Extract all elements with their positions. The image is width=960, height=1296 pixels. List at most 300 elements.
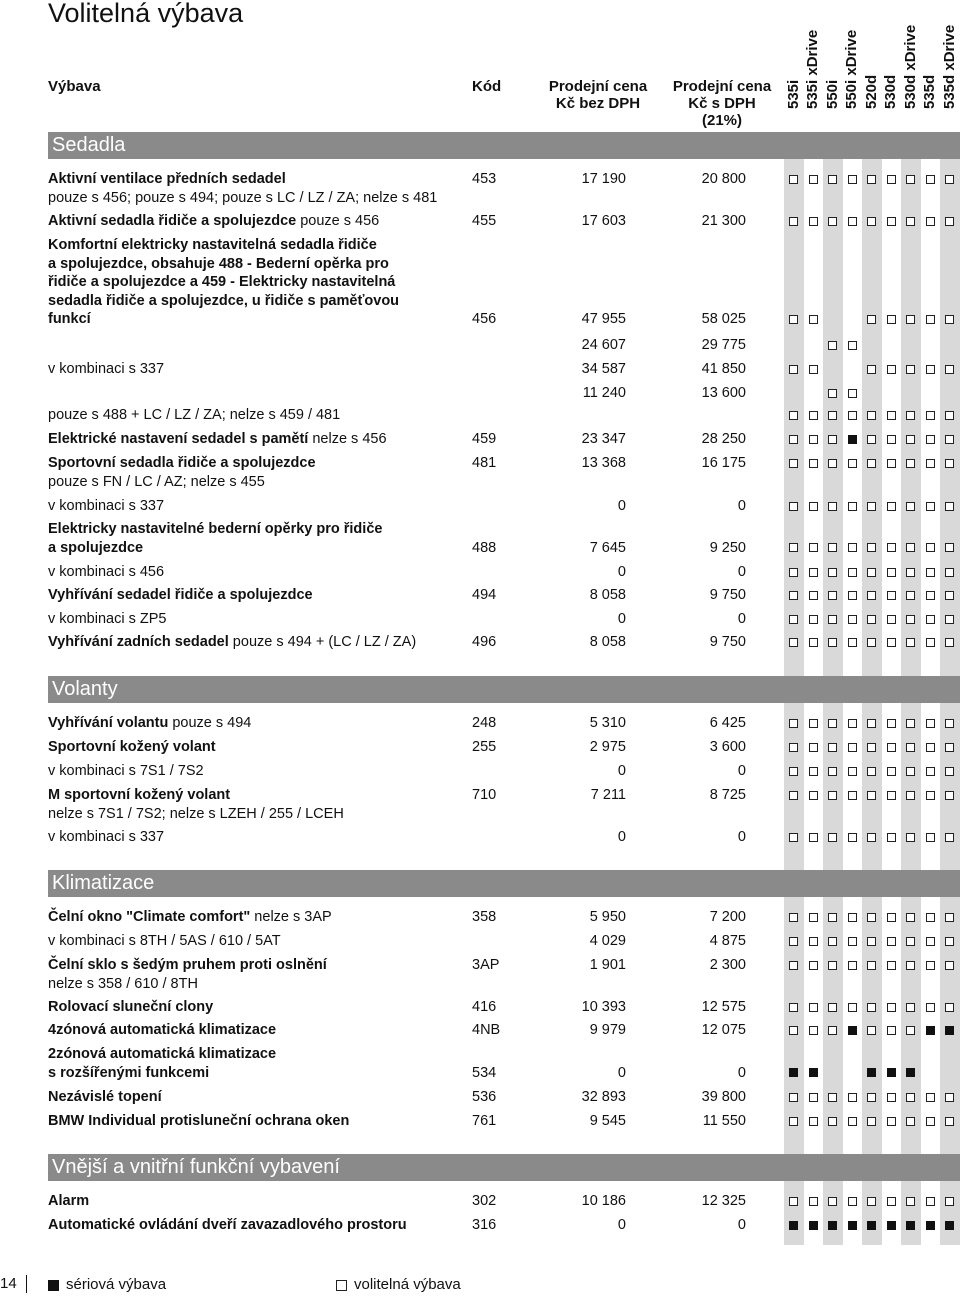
model-header-label: 520d — [862, 74, 880, 109]
row-description — [48, 1064, 468, 1083]
option-name: Elektricky nastavitelné bederní opěrky pro řidiče — [48, 521, 383, 537]
optional-mark — [867, 1093, 876, 1102]
optional-mark — [809, 217, 818, 226]
optional-mark — [789, 1003, 798, 1012]
price-vat: 0 — [737, 1064, 746, 1081]
optional-mark — [848, 791, 857, 800]
optional-mark — [945, 315, 954, 324]
price-vat: 39 800 — [701, 1089, 746, 1105]
optional-mark — [789, 591, 798, 600]
optional-mark — [887, 719, 896, 728]
row-description — [48, 762, 468, 781]
header-equipment: Výbava — [48, 78, 101, 95]
optional-mark — [926, 365, 935, 374]
optional-mark — [828, 1026, 837, 1035]
optional-mark — [867, 217, 876, 226]
price-net: 0 — [617, 611, 626, 627]
optional-mark — [828, 1093, 837, 1102]
serial-mark — [848, 435, 857, 444]
optional-mark — [906, 1003, 915, 1012]
optional-mark — [809, 435, 818, 444]
price-vat: 0 — [737, 763, 746, 779]
optional-mark — [867, 1197, 876, 1206]
optional-mark — [906, 435, 915, 444]
optional-mark — [867, 1026, 876, 1035]
optional-mark — [809, 791, 818, 800]
optional-mark — [906, 1197, 915, 1206]
optional-mark — [828, 435, 837, 444]
optional-mark — [828, 791, 837, 800]
option-name: Vyhřívání sedadel řidiče a spolujezdce — [48, 587, 313, 603]
option-code: 710 — [472, 787, 497, 803]
optional-mark — [848, 591, 857, 600]
row-description — [48, 1088, 468, 1107]
model-header-label: 530d — [882, 74, 900, 109]
model-header-label: 530d xDrive — [901, 24, 919, 109]
optional-mark — [867, 719, 876, 728]
optional-mark — [926, 591, 935, 600]
optional-mark — [887, 411, 896, 420]
section-header — [48, 1154, 960, 1181]
optional-mark — [789, 791, 798, 800]
optional-mark — [848, 615, 857, 624]
option-name: Nezávislé topení — [48, 1089, 162, 1105]
model-header — [804, 0, 824, 126]
optional-mark — [809, 615, 818, 624]
optional-mark — [828, 217, 837, 226]
option-code: 255 — [472, 739, 497, 755]
price-net: 0 — [617, 564, 626, 580]
model-header — [921, 0, 941, 126]
optional-legend-icon — [336, 1280, 347, 1291]
optional-mark — [906, 937, 915, 946]
optional-mark — [945, 961, 954, 970]
optional-mark — [945, 502, 954, 511]
row-description — [48, 473, 468, 492]
serial-mark — [789, 1221, 798, 1230]
model-header — [882, 0, 902, 126]
option-note: v kombinaci s 8TH / 5AS / 610 / 5AT — [48, 933, 281, 949]
option-name: Čelní sklo s šedým pruhem proti oslnění — [48, 957, 327, 973]
optional-mark — [809, 1003, 818, 1012]
optional-mark — [828, 961, 837, 970]
optional-mark — [887, 961, 896, 970]
option-name: Vyhřívání volantu — [48, 715, 169, 731]
option-name: Aktivní ventilace předních sedadel — [48, 171, 286, 187]
model-header — [823, 0, 843, 126]
optional-mark — [945, 435, 954, 444]
model-header — [862, 0, 882, 126]
option-name: funkcí — [48, 311, 91, 328]
optional-mark — [867, 638, 876, 647]
optional-mark — [789, 175, 798, 184]
optional-mark — [906, 568, 915, 577]
optional-mark — [828, 719, 837, 728]
option-code: 534 — [472, 1064, 497, 1081]
option-code: 459 — [472, 431, 497, 447]
price-vat: 2 300 — [709, 957, 746, 973]
optional-mark — [789, 767, 798, 776]
section-header — [48, 132, 960, 159]
price-net: 17 190 — [581, 171, 626, 187]
optional-mark — [789, 1197, 798, 1206]
optional-mark — [926, 543, 935, 552]
optional-mark — [848, 1117, 857, 1126]
optional-mark — [809, 833, 818, 842]
option-name: 4zónová automatická klimatizace — [48, 1022, 277, 1038]
optional-mark — [809, 913, 818, 922]
optional-mark — [906, 365, 915, 374]
option-note: pouze s 456; pouze s 494; pouze s LC / LZ / ZA; nelze s 481 — [48, 189, 438, 206]
serial-mark — [828, 1221, 837, 1230]
optional-mark — [828, 411, 837, 420]
optional-mark — [887, 937, 896, 946]
serial-legend-label: sériová výbava — [66, 1276, 167, 1293]
optional-mark — [906, 502, 915, 511]
serial-mark — [926, 1221, 935, 1230]
serial-mark — [789, 1068, 798, 1077]
optional-mark — [945, 719, 954, 728]
optional-mark — [945, 1003, 954, 1012]
price-vat: 58 025 — [701, 311, 746, 328]
optional-mark — [848, 638, 857, 647]
optional-mark — [887, 1026, 896, 1035]
optional-mark — [945, 568, 954, 577]
option-note: v kombinaci s ZP5 — [48, 611, 167, 627]
section-header — [48, 676, 960, 703]
optional-mark — [887, 502, 896, 511]
optional-mark — [945, 638, 954, 647]
optional-mark — [789, 1026, 798, 1035]
optional-mark — [848, 341, 857, 350]
optional-mark — [848, 502, 857, 511]
row-description — [48, 360, 468, 379]
option-note: pouze s FN / LC / AZ; nelze s 455 — [48, 473, 265, 490]
optional-mark — [789, 543, 798, 552]
optional-mark — [906, 743, 915, 752]
optional-mark — [945, 1093, 954, 1102]
optional-mark — [887, 767, 896, 776]
option-note: pouze s 494 + (LC / LZ / ZA) — [228, 634, 417, 650]
optional-mark — [828, 543, 837, 552]
option-name: Vyhřívání zadních sedadel — [48, 634, 229, 650]
optional-mark — [887, 833, 896, 842]
optional-mark — [828, 459, 837, 468]
serial-legend-icon — [48, 1280, 59, 1291]
option-name: Aktivní sedadla řidiče a spolujezdce — [48, 213, 297, 229]
optional-mark — [867, 791, 876, 800]
price-net: 0 — [617, 1217, 626, 1233]
optional-mark — [828, 591, 837, 600]
footer-divider — [26, 1275, 27, 1293]
price-net: 4 029 — [589, 933, 626, 949]
optional-mark — [867, 543, 876, 552]
optional-mark — [828, 1003, 837, 1012]
price-net: 2 975 — [589, 739, 626, 755]
optional-mark — [809, 638, 818, 647]
optional-mark — [828, 913, 837, 922]
row-description — [48, 586, 468, 605]
optional-mark — [848, 743, 857, 752]
optional-mark — [906, 1117, 915, 1126]
option-code: 358 — [472, 909, 497, 925]
optional-mark — [887, 1003, 896, 1012]
optional-mark — [945, 459, 954, 468]
row-description — [48, 1112, 468, 1131]
optional-mark — [926, 217, 935, 226]
price-net: 8 058 — [589, 587, 626, 603]
option-name: s rozšířenými funkcemi — [48, 1064, 210, 1081]
price-vat: 0 — [737, 564, 746, 580]
optional-mark — [828, 937, 837, 946]
model-header-label: 550i — [823, 79, 841, 109]
optional-mark — [945, 767, 954, 776]
row-description — [48, 714, 468, 733]
optional-mark — [945, 791, 954, 800]
optional-mark — [945, 937, 954, 946]
price-vat: 12 575 — [701, 999, 746, 1015]
optional-mark — [887, 435, 896, 444]
optional-mark — [867, 591, 876, 600]
option-code: 453 — [472, 171, 497, 187]
optional-mark — [887, 568, 896, 577]
option-name: řidiče a spolujezdce a 459 - Elektricky nastavitelná — [48, 274, 396, 291]
optional-mark — [809, 767, 818, 776]
option-note: v kombinaci s 456 — [48, 564, 165, 580]
optional-mark — [945, 1197, 954, 1206]
optional-mark — [926, 615, 935, 624]
option-note: v kombinaci s 337 — [48, 361, 165, 377]
optional-mark — [945, 365, 954, 374]
optional-mark — [926, 502, 935, 511]
optional-mark — [789, 913, 798, 922]
optional-mark — [809, 459, 818, 468]
optional-mark — [828, 341, 837, 350]
price-vat: 3 600 — [709, 739, 746, 755]
optional-mark — [945, 217, 954, 226]
price-net: 24 607 — [581, 337, 626, 353]
price-vat: 13 600 — [701, 385, 746, 401]
optional-mark — [887, 1117, 896, 1126]
price-net: 32 893 — [581, 1089, 626, 1105]
row-description — [48, 786, 468, 805]
optional-mark — [809, 568, 818, 577]
row-description — [48, 520, 468, 539]
price-vat: 0 — [737, 1217, 746, 1233]
option-code: 455 — [472, 213, 497, 229]
optional-mark — [926, 1197, 935, 1206]
optional-mark — [789, 638, 798, 647]
optional-mark — [789, 435, 798, 444]
optional-mark — [828, 389, 837, 398]
price-vat: 9 750 — [709, 587, 746, 603]
price-vat: 12 325 — [701, 1193, 746, 1209]
price-net: 47 955 — [581, 311, 626, 328]
optional-mark — [789, 217, 798, 226]
optional-mark — [906, 1026, 915, 1035]
price-vat: 0 — [737, 498, 746, 514]
optional-mark — [828, 833, 837, 842]
row-description — [48, 430, 468, 449]
price-net: 1 901 — [589, 957, 626, 973]
optional-mark — [926, 1003, 935, 1012]
price-vat: 4 875 — [709, 933, 746, 949]
optional-mark — [926, 913, 935, 922]
optional-mark — [906, 543, 915, 552]
optional-mark — [809, 1117, 818, 1126]
optional-mark — [789, 961, 798, 970]
serial-mark — [887, 1221, 896, 1230]
price-net: 10 393 — [581, 999, 626, 1015]
row-description — [48, 932, 468, 951]
price-vat: 29 775 — [701, 337, 746, 353]
option-code: 302 — [472, 1193, 497, 1209]
optional-mark — [945, 543, 954, 552]
optional-mark — [809, 315, 818, 324]
option-name: M sportovní kožený volant — [48, 787, 231, 803]
optional-mark — [867, 833, 876, 842]
option-code: 488 — [472, 539, 497, 556]
option-code: 456 — [472, 311, 497, 328]
row-description — [48, 1192, 468, 1211]
optional-mark — [926, 435, 935, 444]
row-description — [48, 908, 468, 927]
optional-mark — [848, 767, 857, 776]
optional-mark — [867, 435, 876, 444]
option-note: nelze s 7S1 / 7S2; nelze s LZEH / 255 / LCEH — [48, 805, 344, 822]
optional-mark — [789, 502, 798, 511]
optional-mark — [809, 1026, 818, 1035]
optional-mark — [828, 175, 837, 184]
price-vat: 0 — [737, 829, 746, 845]
row-description — [48, 828, 468, 847]
optional-mark — [848, 1093, 857, 1102]
serial-mark — [809, 1221, 818, 1230]
option-name: 2zónová automatická klimatizace — [48, 1046, 277, 1062]
optional-mark — [906, 175, 915, 184]
option-note: pouze s 456 — [296, 213, 380, 229]
optional-mark — [848, 175, 857, 184]
optional-mark — [887, 543, 896, 552]
optional-mark — [906, 961, 915, 970]
optional-mark — [828, 568, 837, 577]
model-header — [940, 0, 960, 126]
option-note: v kombinaci s 7S1 / 7S2 — [48, 763, 204, 779]
option-note: pouze s 494 — [168, 715, 252, 731]
price-vat: 6 425 — [709, 715, 746, 731]
optional-mark — [867, 1003, 876, 1012]
serial-mark — [906, 1068, 915, 1077]
price-vat: 9 750 — [709, 634, 746, 650]
optional-mark — [867, 937, 876, 946]
option-note: nelze s 358 / 610 / 8TH — [48, 975, 198, 992]
optional-mark — [906, 217, 915, 226]
optional-mark — [828, 767, 837, 776]
row-description — [48, 255, 468, 274]
optional-mark — [848, 568, 857, 577]
optional-mark — [867, 315, 876, 324]
optional-mark — [867, 502, 876, 511]
optional-mark — [926, 315, 935, 324]
optional-mark — [828, 1197, 837, 1206]
option-code: 316 — [472, 1217, 497, 1233]
header-price-vat: Prodejní cena Kč s DPH (21%) — [672, 78, 772, 129]
page-title: Volitelná výbava — [48, 0, 244, 28]
optional-mark — [848, 543, 857, 552]
price-net: 10 186 — [581, 1193, 626, 1209]
optional-mark — [926, 743, 935, 752]
serial-mark — [906, 1221, 915, 1230]
optional-mark — [906, 459, 915, 468]
optional-mark — [906, 591, 915, 600]
row-description — [48, 406, 468, 425]
optional-mark — [926, 1117, 935, 1126]
price-net: 9 979 — [589, 1022, 626, 1038]
optional-mark — [867, 365, 876, 374]
serial-mark — [867, 1068, 876, 1077]
optional-mark — [809, 743, 818, 752]
optional-mark — [867, 568, 876, 577]
optional-mark — [848, 961, 857, 970]
serial-mark — [926, 1026, 935, 1035]
option-code: 3AP — [472, 957, 500, 973]
section-title: Sedadla — [52, 134, 126, 156]
optional-mark — [809, 719, 818, 728]
row-description — [48, 292, 468, 311]
optional-mark — [809, 961, 818, 970]
optional-mark — [887, 1197, 896, 1206]
model-header-label: 550i xDrive — [843, 29, 861, 109]
row-description — [48, 975, 468, 994]
optional-mark — [926, 1093, 935, 1102]
optional-mark — [926, 638, 935, 647]
option-note: v kombinaci s 337 — [48, 829, 165, 845]
optional-mark — [945, 1117, 954, 1126]
optional-mark — [926, 568, 935, 577]
optional-mark — [906, 833, 915, 842]
model-header — [843, 0, 863, 126]
optional-mark — [926, 791, 935, 800]
option-code: 4NB — [472, 1022, 501, 1038]
price-vat: 9 250 — [709, 539, 746, 556]
price-net: 8 058 — [589, 634, 626, 650]
price-vat: 28 250 — [701, 431, 746, 447]
row-description — [48, 738, 468, 757]
optional-mark — [945, 175, 954, 184]
optional-mark — [789, 743, 798, 752]
row-description — [48, 805, 468, 824]
optional-mark — [809, 502, 818, 511]
option-note: nelze s 3AP — [250, 909, 332, 925]
price-net: 0 — [617, 829, 626, 845]
optional-mark — [926, 961, 935, 970]
price-vat: 7 200 — [709, 909, 746, 925]
option-name: Rolovací sluneční clony — [48, 999, 214, 1015]
price-net: 9 545 — [589, 1113, 626, 1129]
price-net: 0 — [617, 498, 626, 514]
optional-mark — [848, 459, 857, 468]
model-header-label: 535i xDrive — [804, 29, 822, 109]
price-vat: 0 — [737, 611, 746, 627]
price-net: 17 603 — [581, 213, 626, 229]
optional-mark — [906, 719, 915, 728]
option-name: Sportovní sedadla řidiče a spolujezdce — [48, 455, 316, 471]
optional-mark — [926, 937, 935, 946]
row-description — [48, 212, 468, 231]
serial-mark — [848, 1221, 857, 1230]
section-title: Volanty — [52, 678, 118, 700]
price-net: 0 — [617, 763, 626, 779]
